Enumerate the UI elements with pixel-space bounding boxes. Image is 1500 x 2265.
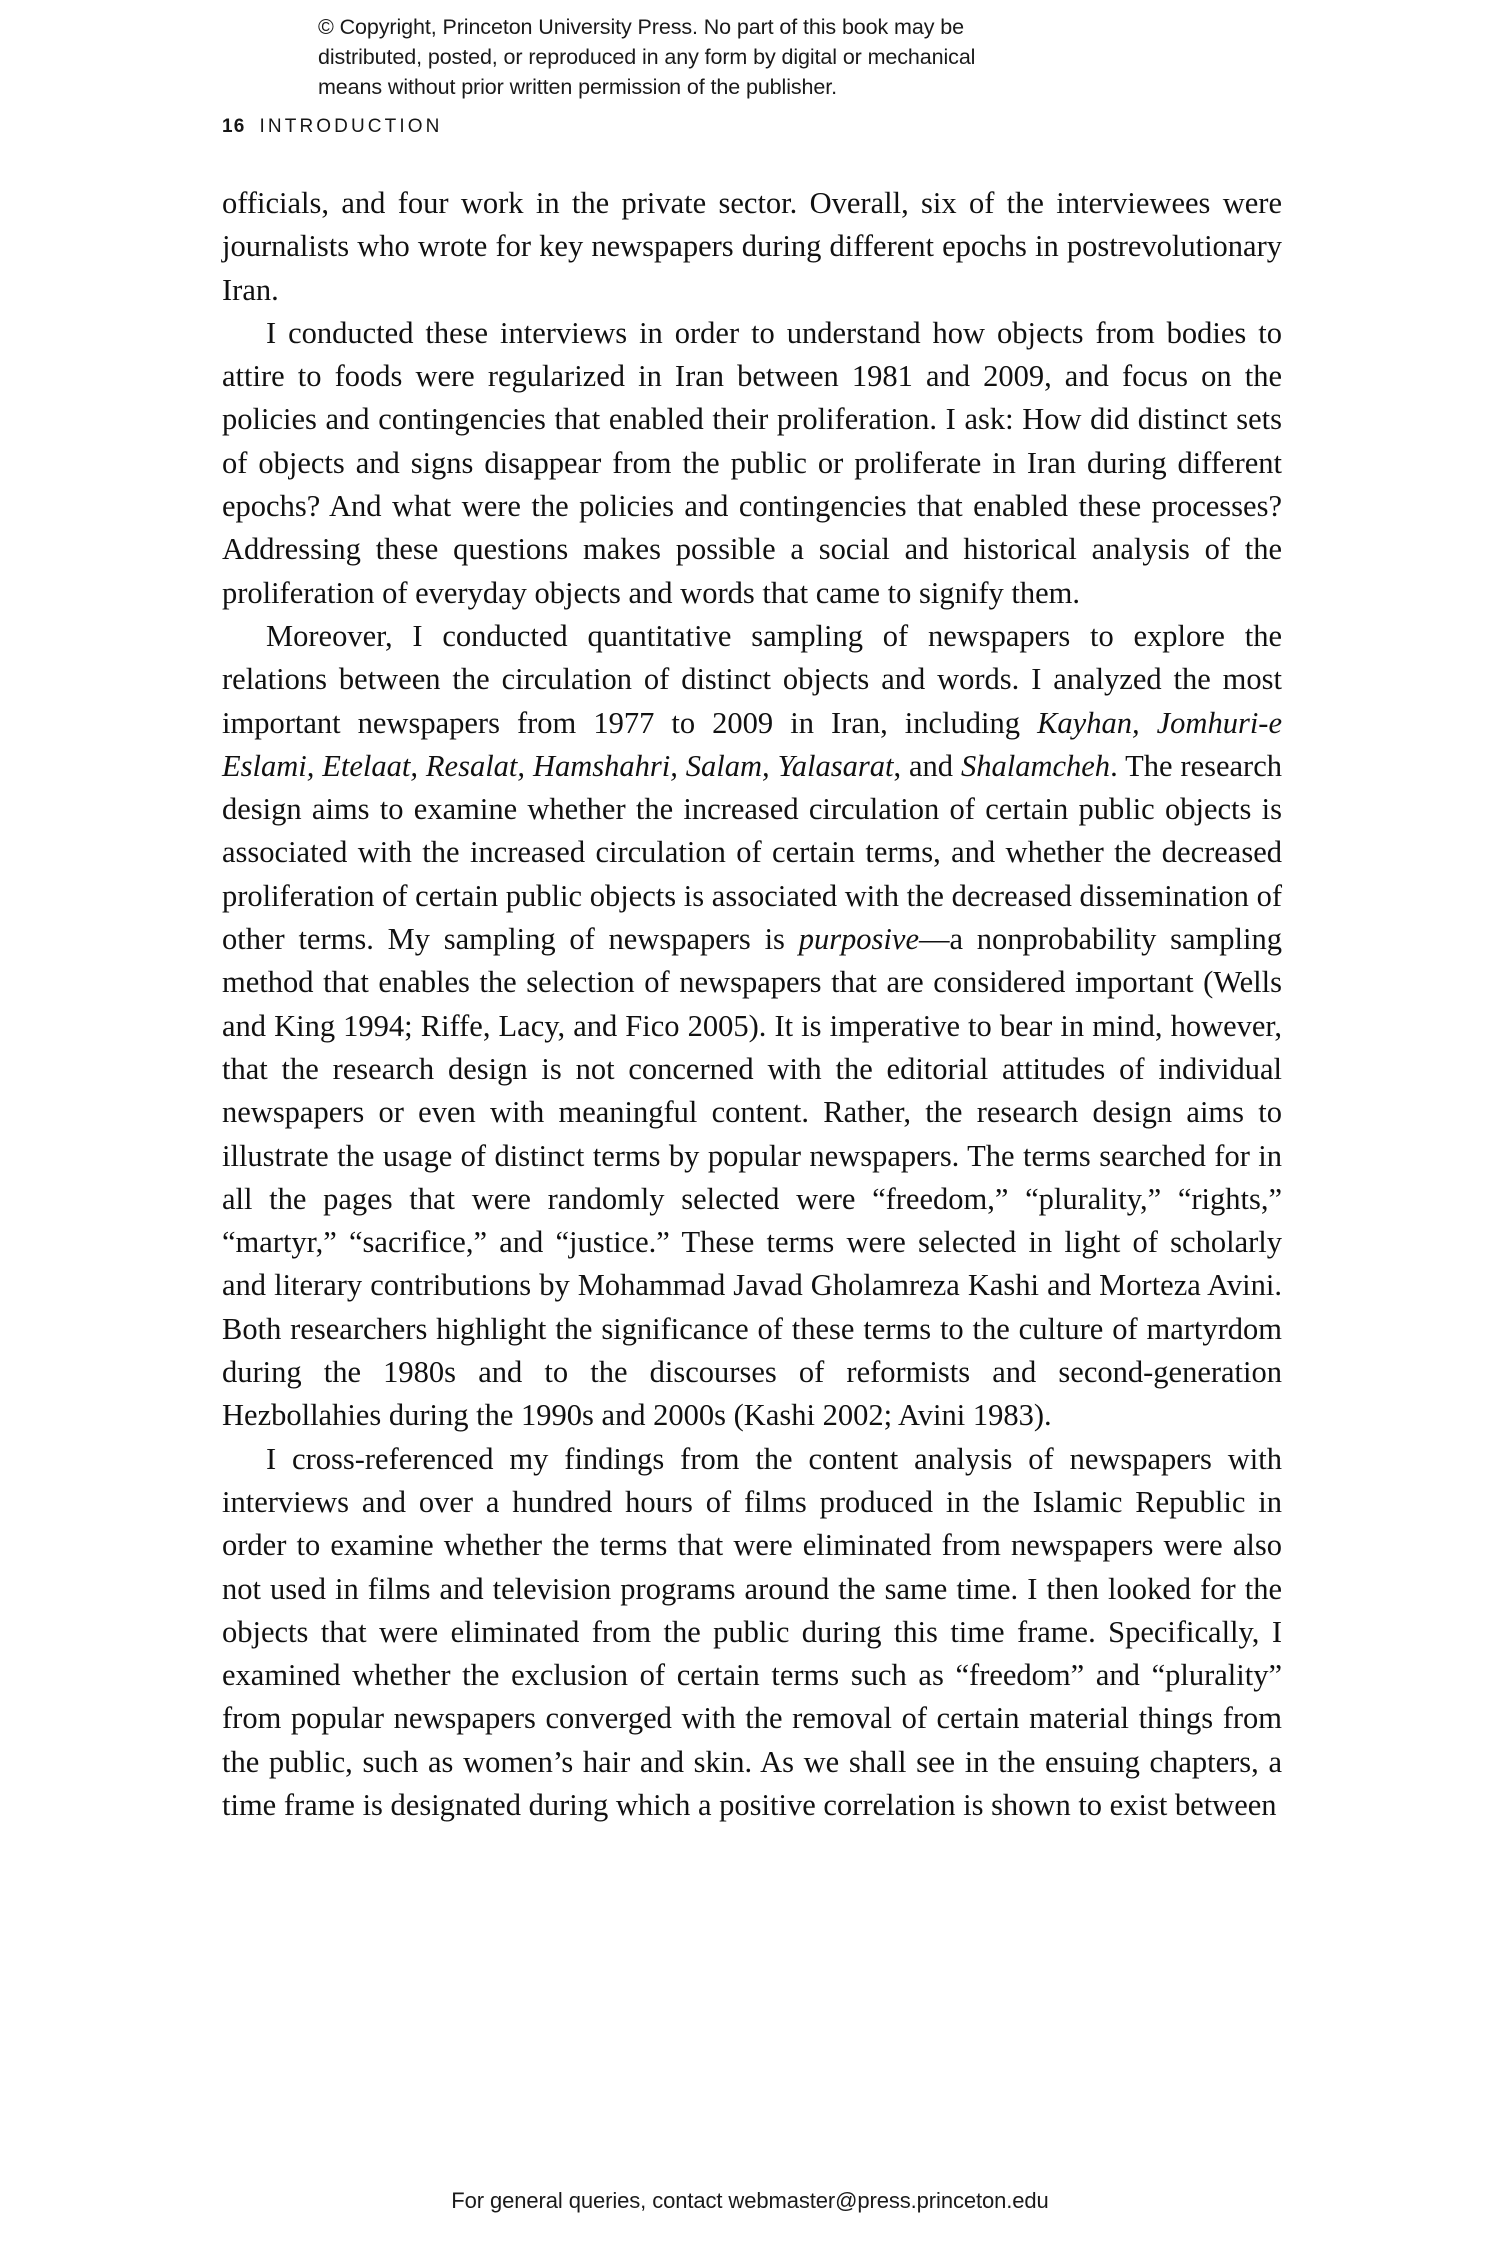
copyright-line-3: means without prior written permission of the publisher.: [318, 75, 838, 99]
text-run: . The research design aims to examine whether the increased circulation of certain public objects is associated with the increased circulation of certain terms, and whether the decreased proliferation of certain public objects is associated with the decreased dissemination of other terms. My sampling of newspapers is: [222, 748, 1282, 957]
copyright-notice: [318, 12, 1178, 102]
running-head: [222, 115, 442, 139]
page-number: 16: [222, 116, 246, 137]
para-interviews: I conducted these interviews in order to understand how objects from bodies to attire to foods were regularized in Iran between 1981 and 2009, and focus on the policies and contingencies that enabled their proliferation. I ask: How did distinct sets of objects and signs disappear from the public or proliferate in Iran during different epochs? And what were the policies and contingencies that enabled these processes? Addressing these questions makes possible a social and historical analysis of the proliferation of everyday objects and words that came to signify them.: [222, 315, 1282, 610]
para-sampling: [222, 615, 1282, 1438]
para-officials: officials, and four work in the private sector. Overall, six of the interviewees were journalists who wrote for key newspapers during different epochs in postrevolutionary Iran.: [222, 186, 1282, 307]
italic-run: Kayhan, Jomhuri-e Eslami, Etelaat, Resalat, Hamshahri, Salam, Yalasarat: [222, 705, 1282, 783]
copyright-line-1: © Copyright, Princeton University Press. No part of this book may be: [318, 15, 964, 39]
text-run: , and: [893, 748, 961, 783]
italic-run: purposive: [798, 922, 919, 957]
body-text-block: [222, 182, 1282, 1827]
chapter-title: INTRODUCTION: [259, 116, 443, 137]
copyright-line-2: distributed, posted, or reproduced in any form by digital or mechanical: [318, 45, 976, 69]
footer-queries-note: For general queries, contact webmaster@press.princeton.edu: [451, 2188, 1049, 2213]
para-crossref: I cross-referenced my findings from the content analysis of newspapers with interviews and over a hundred hours of films produced in the Islamic Republic in order to examine whether the terms that were eliminated from newspapers were also not used in films and television programs around the same time. I then looked for the objects that were eliminated from the public during this time frame. Specifically, I examined whether the exclusion of certain terms such as “freedom” and “plurality” from popular newspapers converged with the removal of certain material things from the public, such as women’s hair and skin. As we shall see in the ensuing chapters, a time frame is designated during which a positive correlation is shown to exist between: [222, 1441, 1282, 1822]
text-run: —a nonprobability sampling method that enables the selection of newspapers that are considered important (Wells and King 1994; Riffe, Lacy, and Fico 2005). It is imperative to bear in mind, however, that the research design is not concerned with the editorial attitudes of individual newspapers or even with meaningful content. Rather, the research design aims to illustrate the usage of distinct terms by popular newspapers. The terms searched for in all the pages that were randomly selected were “freedom,” “plurality,” “rights,” “martyr,” “sacrifice,” and “justice.” These terms were selected in light of scholarly and literary contributions by Mohammad Javad Gholamreza Kashi and Morteza Avini. Both researchers highlight the significance of these terms to the culture of martyrdom during the 1980s and to the discourses of reformists and second-generation Hezbollahies during the 1990s and 2000s (Kashi 2002; Avini 1983).: [222, 922, 1282, 1433]
italic-run: Shalamcheh: [960, 748, 1111, 783]
text-run: Moreover, I conducted quantitative sampling of newspapers to explore the relations between the circulation of distinct objects and words. I analyzed the most important newspapers from 1977 to 2009 in Iran, including: [222, 618, 1282, 740]
